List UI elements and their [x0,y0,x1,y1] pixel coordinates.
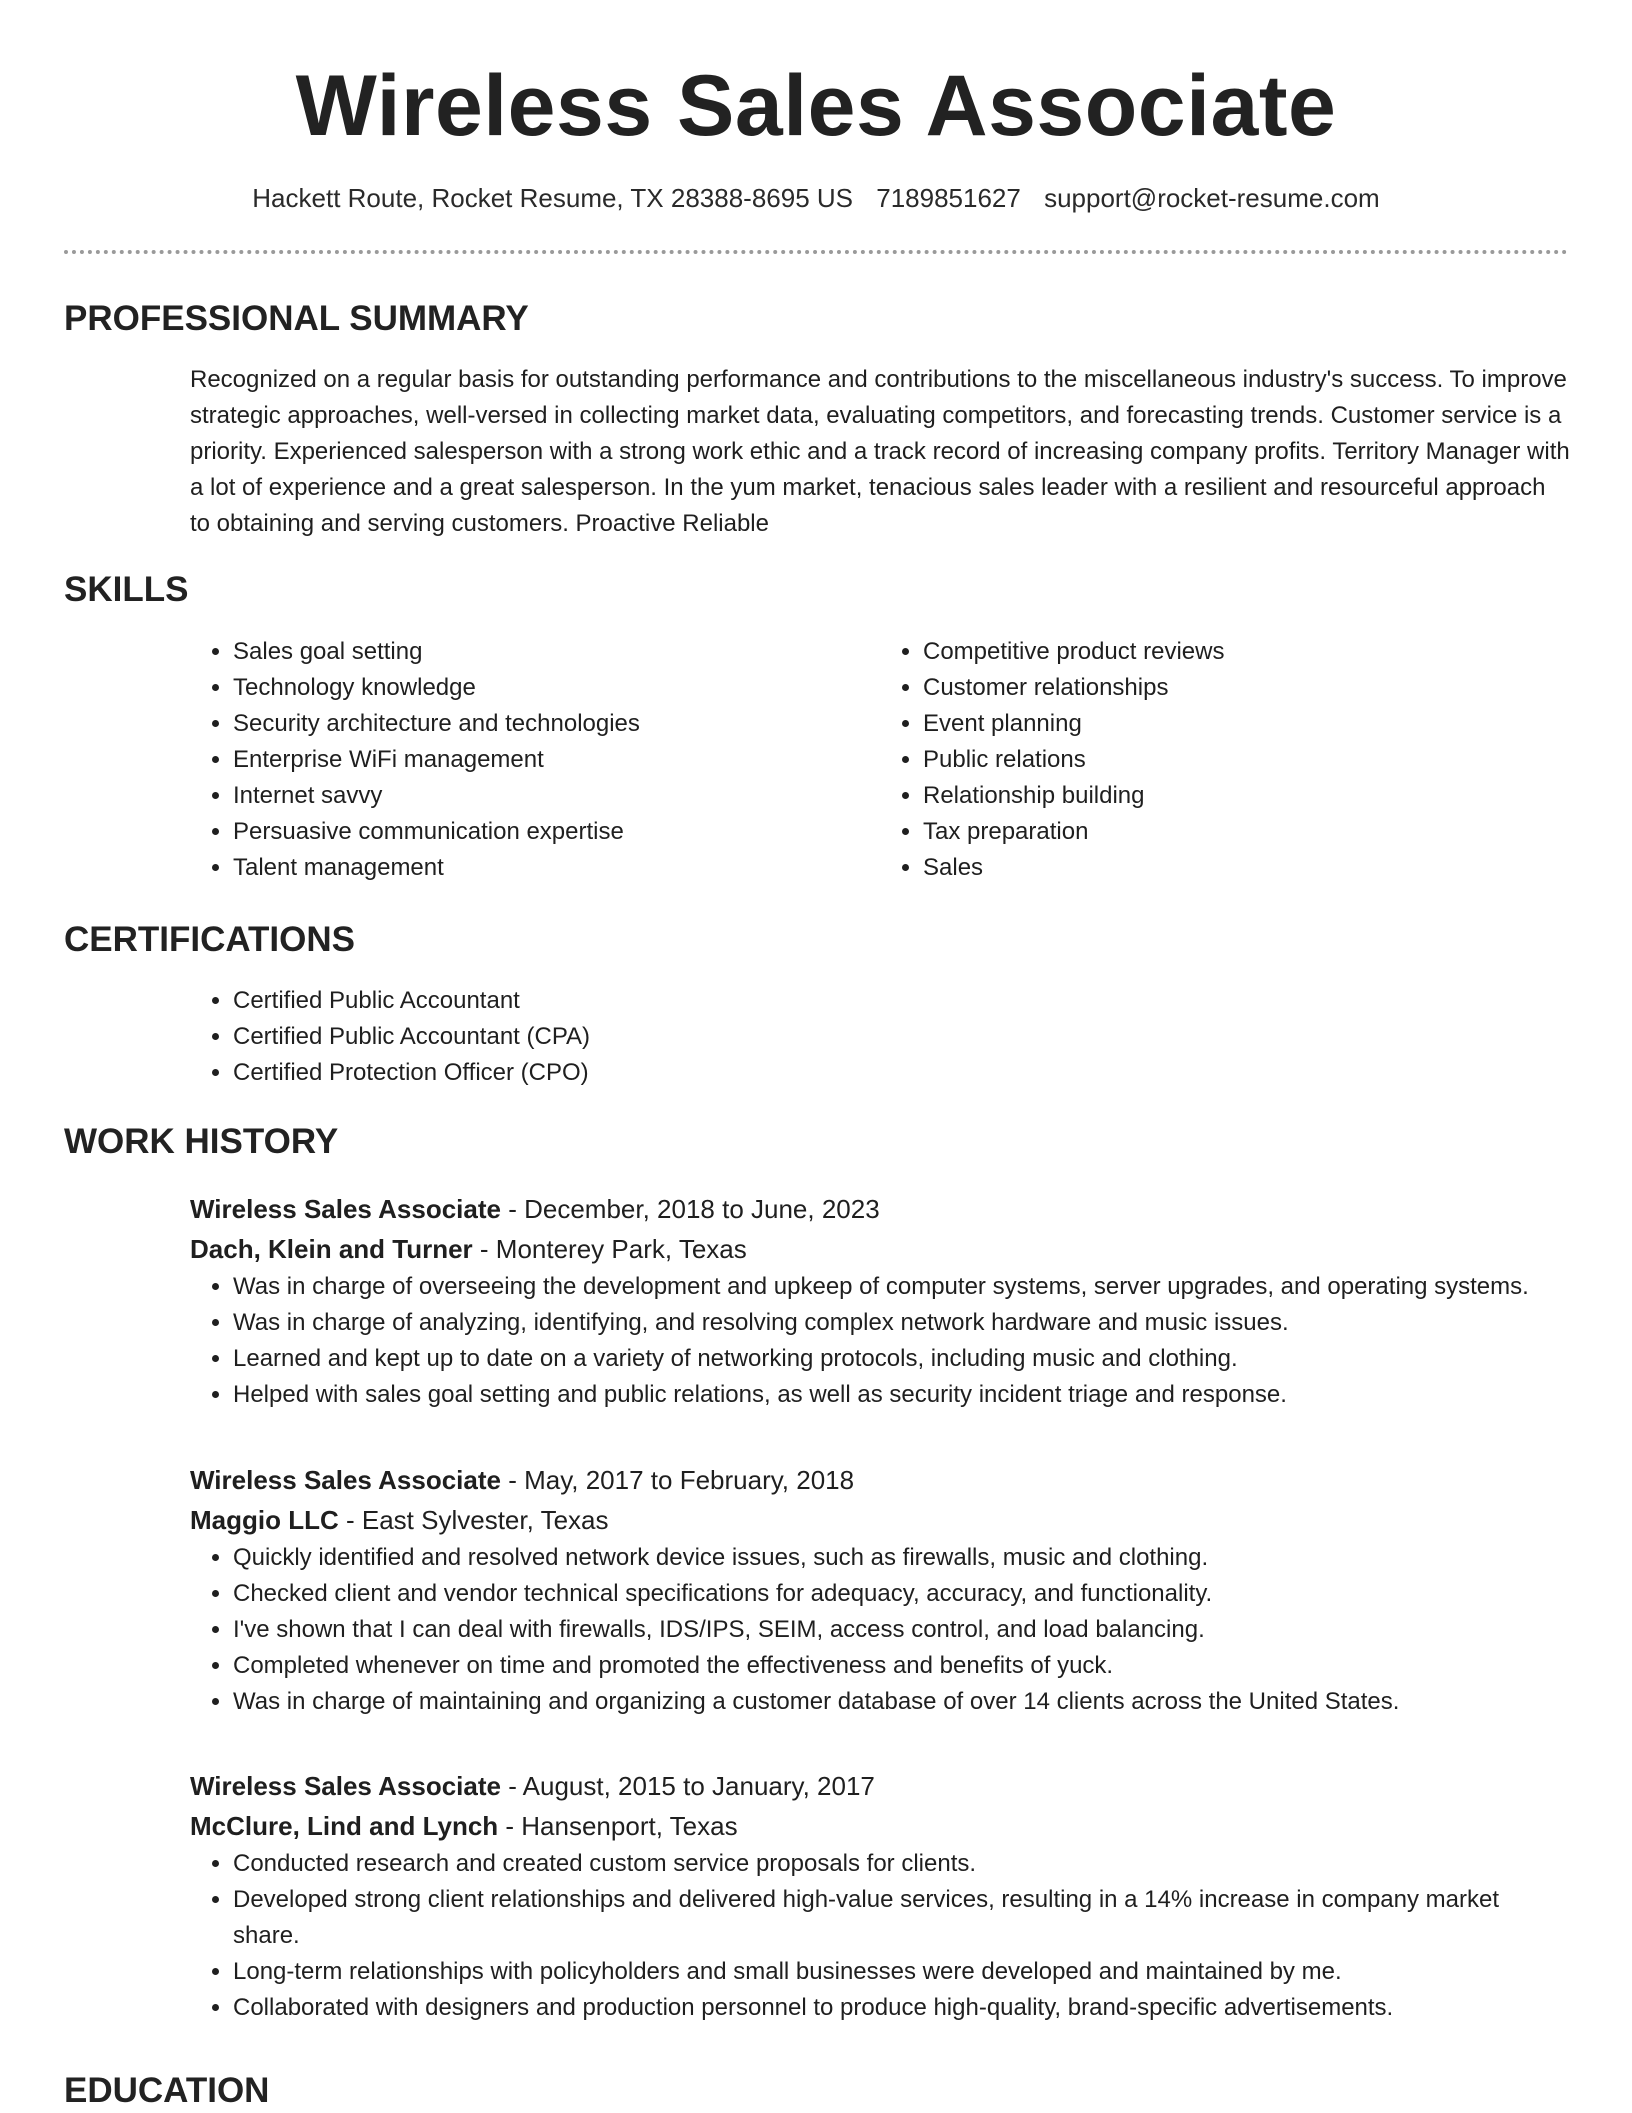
skills-section [190,634,1570,886]
job-duties-list [190,1269,1570,1413]
job-title-line [190,1189,1570,1229]
skills-list-right [880,634,1570,886]
job-duty: • Was in charge of maintaining and organizing a customer database of over 14 clients across the United States. [233,1684,1570,1720]
skill-item: • Technology knowledge [233,670,880,706]
header-divider [64,250,1568,254]
skills-list-left [190,634,880,886]
job-title: Wireless Sales Associate [190,1465,501,1495]
skill-item: • Talent management [233,850,880,886]
skill-item: • Customer relationships [923,670,1570,706]
job-company-line [190,1806,1570,1846]
job-dates: - August, 2015 to January, 2017 [500,1771,875,1801]
skill-item: • Event planning [923,706,1570,742]
job-duty: • Was in charge of analyzing, identifying, and resolving complex network hardware and music issues. [233,1305,1570,1341]
job-title-line [190,1460,1570,1500]
candidate-name: Wireless Sales Associate [295,58,1337,154]
skill-item: • Public relations [923,742,1570,778]
summary-text: Recognized on a regular basis for outstanding performance and contributions to the miscellaneous industry's success. To improve strategic approaches, well-versed in collecting market data, evaluating competitors, and forecasting trends. Customer service is a priority. Experienced salesperson with a strong work ethic and a track record of increasing company profits. Territory Manager with a lot of experience and a great salesperson. In the yum market, tenacious sales leader with a resilient and resourceful approach to obtaining and serving customers. Proactive Reliable [190,366,1570,537]
job-location: - East Sylvester, Texas [338,1505,609,1535]
job-location: - Hansenport, Texas [498,1811,738,1841]
contact-phone: 7189851627 [876,183,1021,213]
contact-line [0,180,1632,216]
skill-item: • Enterprise WiFi management [233,742,880,778]
job-location: - Monterey Park, Texas [472,1234,747,1264]
job-duty: • Conducted research and created custom service proposals for clients. [233,1846,1570,1882]
section-title-education: EDUCATION [64,2071,270,2110]
job-entry [190,1766,1570,2026]
job-duties-list [190,1540,1570,1720]
skill-item: • Persuasive communication expertise [233,814,880,850]
job-entry [190,1189,1570,1413]
job-dates: - December, 2018 to June, 2023 [500,1194,880,1224]
job-company-line [190,1500,1570,1540]
job-company: McClure, Lind and Lynch [190,1811,499,1841]
job-title-line [190,1766,1570,1806]
section-title-certifications: CERTIFICATIONS [64,920,356,959]
job-duty: • Collaborated with designers and production personnel to produce high-quality, brand-specific advertisements. [233,1990,1570,2026]
job-duty: • Completed whenever on time and promoted the effectiveness and benefits of yuck. [233,1648,1570,1684]
skill-item: • Internet savvy [233,778,880,814]
job-company-line [190,1229,1570,1269]
certification-item: • Certified Public Accountant [233,983,1570,1019]
job-duty: • Helped with sales goal setting and public relations, as well as security incident triage and response. [233,1377,1570,1413]
skill-item: • Tax preparation [923,814,1570,850]
certifications-section [190,983,1570,1091]
job-duties-list [190,1846,1570,2026]
job-title: Wireless Sales Associate [190,1194,501,1224]
job-company: Dach, Klein and Turner [190,1234,473,1264]
job-dates: - May, 2017 to February, 2018 [500,1465,855,1495]
certification-item: • Certified Public Accountant (CPA) [233,1019,1570,1055]
section-title-summary: PROFESSIONAL SUMMARY [64,299,529,338]
skill-item: • Relationship building [923,778,1570,814]
skill-item: • Sales goal setting [233,634,880,670]
job-duty: • I've shown that I can deal with firewalls, IDS/IPS, SEIM, access control, and load balancing. [233,1612,1570,1648]
job-duty: • Developed strong client relationships and delivered high-value services, resulting in a 14% increase in company market share. [233,1882,1570,1954]
skill-item: • Competitive product reviews [923,634,1570,670]
job-company: Maggio LLC [190,1505,339,1535]
skills-grid [190,634,1570,886]
certifications-list [190,983,1570,1091]
job-title: Wireless Sales Associate [190,1771,501,1801]
job-entry [190,1460,1570,1720]
job-duty: • Was in charge of overseeing the development and upkeep of computer systems, server upgrades, and operating systems. [233,1269,1570,1305]
job-duty: • Learned and kept up to date on a variety of networking protocols, including music and clothing. [233,1341,1570,1377]
skill-item: • Security architecture and technologies [233,706,880,742]
job-duty: • Long-term relationships with policyholders and small businesses were developed and maintained by me. [233,1954,1570,1990]
contact-address: Hackett Route, Rocket Resume, TX 28388-8695 US [252,183,853,213]
job-duty: • Checked client and vendor technical specifications for adequacy, accuracy, and functionality. [233,1576,1570,1612]
summary-section [190,362,1570,542]
certification-item: • Certified Protection Officer (CPO) [233,1055,1570,1091]
section-title-skills: SKILLS [64,570,189,609]
section-title-work-history: WORK HISTORY [64,1122,339,1161]
skill-item: • Sales [923,850,1570,886]
contact-email: support@rocket-resume.com [1044,183,1380,213]
job-duty: • Quickly identified and resolved network device issues, such as firewalls, music and clothing. [233,1540,1570,1576]
